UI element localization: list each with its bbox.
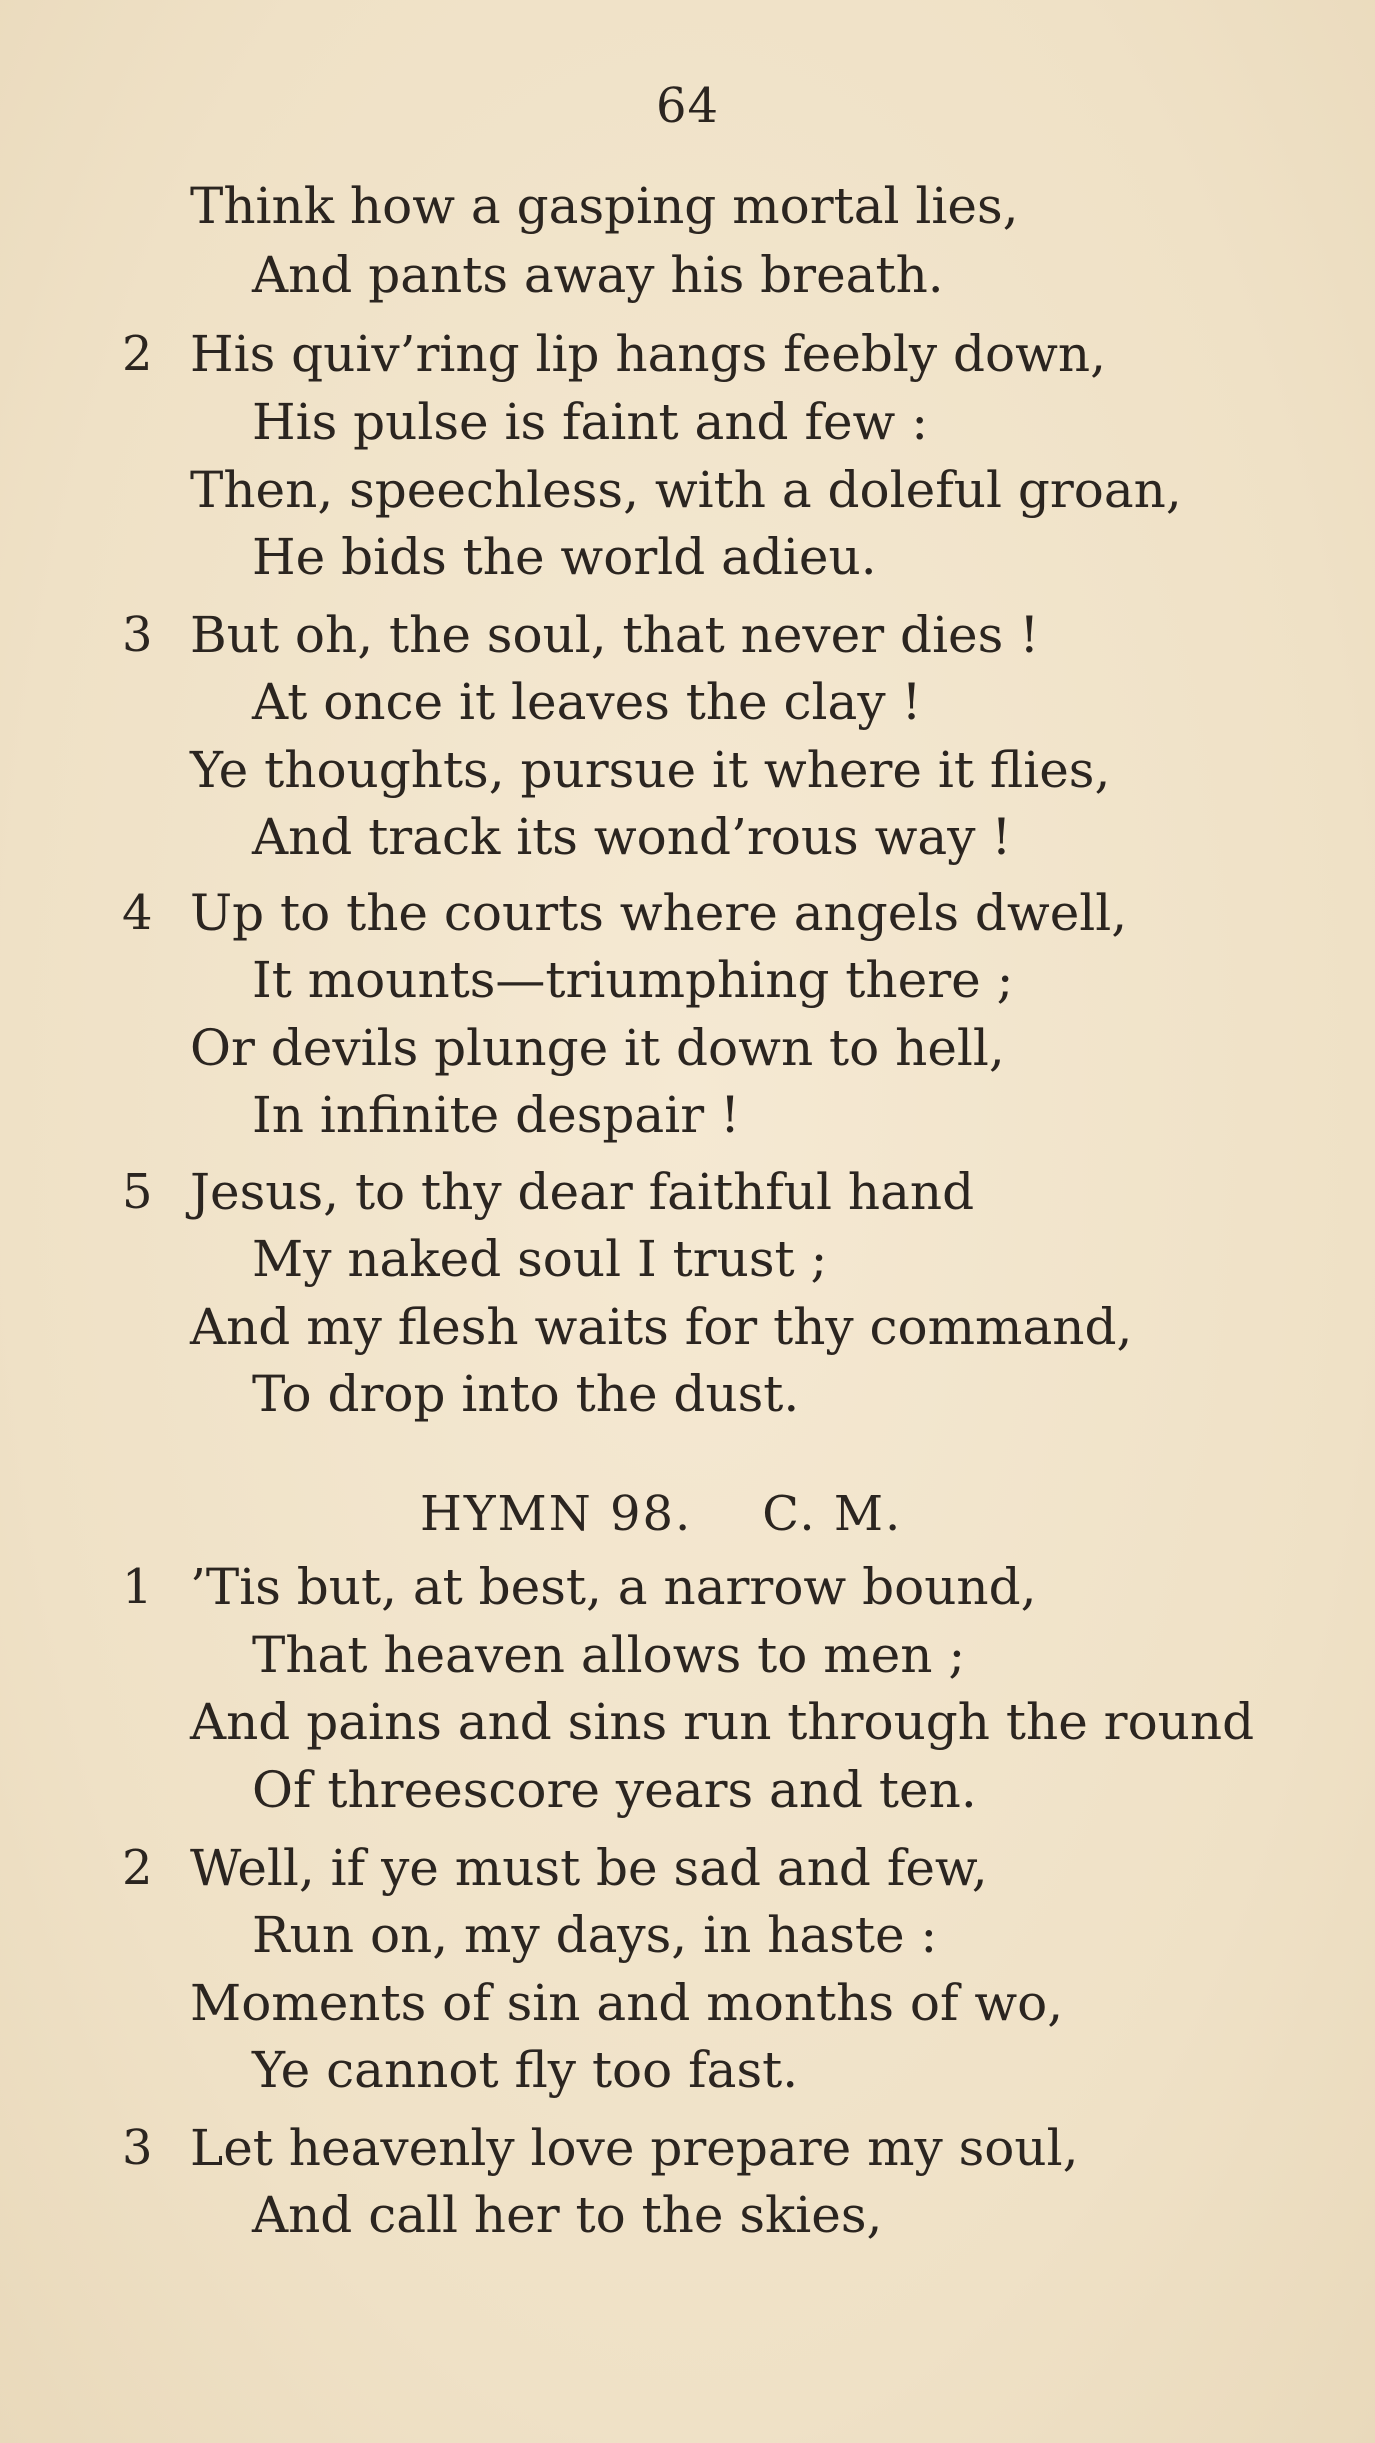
verse-line: Up to the courts where angels dwell, <box>190 884 1128 942</box>
page-number: 64 <box>655 78 720 134</box>
verse-line: Jesus, to thy dear faithful hand <box>190 1163 975 1221</box>
verse-line: Ye cannot fly too fast. <box>252 2041 799 2099</box>
verse-line: Moments of sin and months of wo, <box>190 1974 1064 2032</box>
verse-line: And track its wond’rous way ! <box>252 808 1012 866</box>
stanza-number: 1 <box>122 1559 153 1615</box>
verse-line: Or devils plunge it down to hell, <box>190 1019 1005 1077</box>
verse-line: That heaven allows to men ; <box>252 1626 966 1684</box>
verse-line: His quiv’ring lip hangs feebly down, <box>190 325 1106 383</box>
verse-line: And pants away his breath. <box>252 246 944 304</box>
stanza-number: 2 <box>122 1840 153 1896</box>
stanza-number: 5 <box>122 1164 153 1220</box>
verse-line: Of threescore years and ten. <box>252 1761 977 1819</box>
verse-line: At once it leaves the clay ! <box>252 673 922 731</box>
verse-line: ’Tis but, at best, a narrow bound, <box>190 1558 1037 1616</box>
verse-line: Then, speechless, with a doleful groan, <box>190 461 1182 519</box>
verse-line: In infinite despair ! <box>252 1086 741 1144</box>
stanza-number: 2 <box>122 326 153 382</box>
hymn-heading <box>420 1484 902 1544</box>
verse-line: Run on, my days, in haste : <box>252 1906 938 1964</box>
verse-line: And call her to the skies, <box>252 2186 883 2244</box>
verse-line: To drop into the dust. <box>252 1365 800 1423</box>
hymn-meter: C. M. <box>762 1486 903 1542</box>
verse-line: It mounts—triumphing there ; <box>252 951 1014 1009</box>
verse-line: He bids the world adieu. <box>252 528 877 586</box>
hymn-title: HYMN 98. <box>420 1486 693 1542</box>
verse-line: Think how a gasping mortal lies, <box>190 177 1019 235</box>
verse-line: Well, if ye must be sad and few, <box>190 1839 988 1897</box>
stanza-number: 3 <box>122 2120 153 2176</box>
verse-line: My naked soul I trust ; <box>252 1230 828 1288</box>
verse-line: And pains and sins run through the round <box>190 1693 1255 1751</box>
stanza-number: 3 <box>122 607 153 663</box>
verse-line: His pulse is faint and few : <box>252 393 929 451</box>
verse-line: Let heavenly love prepare my soul, <box>190 2119 1079 2177</box>
verse-line: But oh, the soul, that never dies ! <box>190 606 1040 664</box>
verse-line: Ye thoughts, pursue it where it flies, <box>190 741 1111 799</box>
stanza-number: 4 <box>122 885 153 941</box>
verse-line: And my flesh waits for thy command, <box>190 1298 1133 1356</box>
